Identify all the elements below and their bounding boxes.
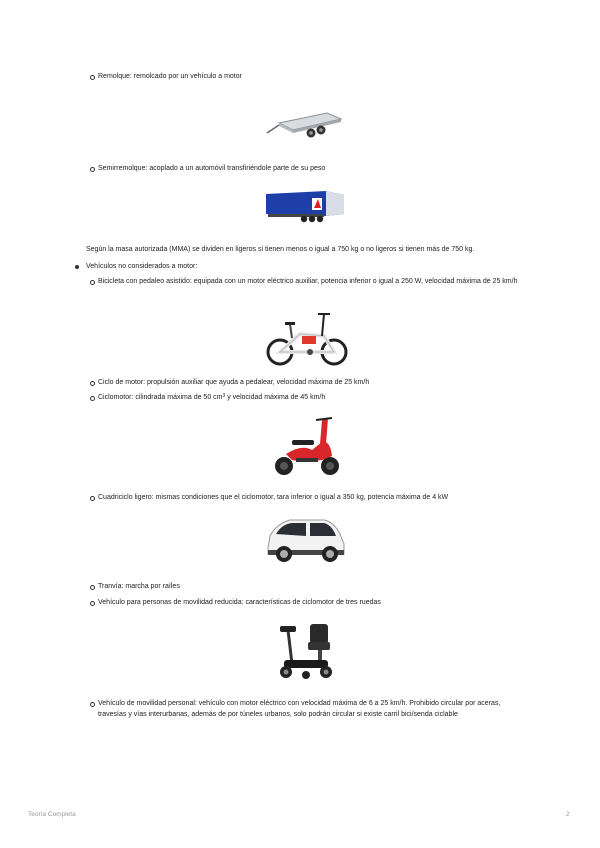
item-vmp: Vehículo de movilidad personal: vehículo con motor eléctrico con velocidad máxima de 6 a 25 km/h. Prohibido circular por aceras, travesías y vías interurbanas, además de por túneles urbanos, solo podrán circular si existe carril bici/senda ciclable: [98, 700, 501, 718]
no-motor-heading: Vehículos no considerados a motor:: [86, 263, 198, 270]
bullet-ciclomotor: [90, 396, 95, 401]
footer-title: Teoría Completa: [28, 811, 76, 818]
moped-image: [272, 414, 342, 478]
item-tranvia: Tranvía: marcha por raíles: [98, 583, 180, 590]
bullet-movilidad-reducida: [90, 601, 95, 606]
item-bicicleta: Bicicleta con pedaleo asistido: equipada con un motor eléctrico auxiliar, potencia inferior o igual a 250 W, velocidad máxima de 25 km/h: [98, 278, 518, 285]
item-movilidad-reducida: Vehículo para personas de movilidad reducida: características de ciclomotor de tres ruedas: [98, 599, 381, 606]
mobility-scooter-image: [272, 620, 338, 682]
bullet-ciclo-motor: [90, 381, 95, 386]
bullet-vmp: [90, 702, 95, 707]
item-cuadriciclo: Cuadriciclo ligero: mismas condiciones que el ciclomotor, tara inferior o igual a 350 kg, potencia máxima de 4 kW: [98, 494, 449, 501]
bullet-semirremolque: [90, 167, 95, 172]
microcar-image: [262, 514, 350, 564]
ciclomotor-text-b: y velocidad máxima de 45 km/h: [225, 394, 326, 401]
bullet-cuadriciclo: [90, 496, 95, 501]
page-number: 2: [566, 811, 570, 818]
item-remolque: Remolque: remolcado por un vehículo a motor: [98, 73, 242, 80]
bullet-no-motor: [75, 265, 79, 269]
bullet-tranvia: [90, 585, 95, 590]
ciclomotor-superscript: 3: [222, 393, 226, 399]
item-semirremolque: Semirremolque: acoplado a un automóvil transfiriéndole parte de su peso: [98, 165, 326, 172]
mma-note: Según la masa autorizada (MMA) se dividen en ligeros si tienen menos o igual a 750 kg o no ligeros si tienen más de 750 kg.: [86, 246, 475, 253]
bullet-remolque: [90, 75, 95, 80]
trailer-image: [265, 105, 345, 145]
ebike-image: [266, 306, 348, 368]
semitrailer-image: [264, 190, 346, 224]
item-ciclo-motor: Ciclo de motor: propulsión auxiliar que ayuda a pedalear, velocidad máxima de 25 km/h: [98, 379, 370, 386]
item-ciclomotor: [98, 392, 325, 404]
ciclomotor-text-a: Ciclomotor: cilindrada máxima de 50 cm: [98, 394, 223, 401]
bullet-bicicleta: [90, 280, 95, 285]
